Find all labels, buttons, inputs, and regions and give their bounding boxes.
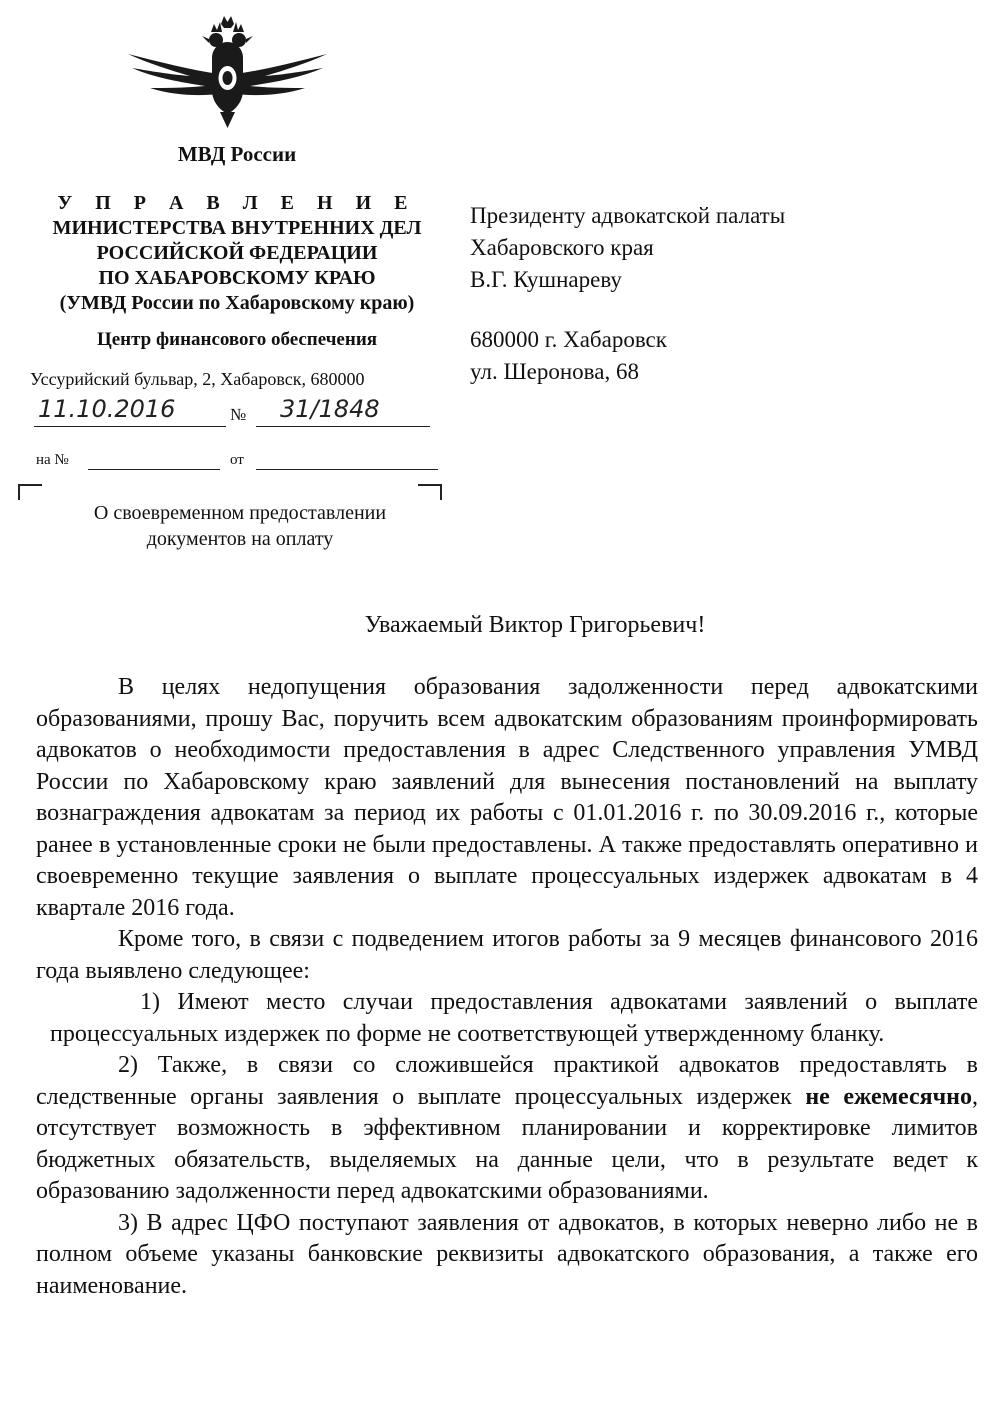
subject-block	[30, 500, 450, 552]
number-handwritten: 31/1848	[280, 395, 380, 423]
paragraph-1: В целях недопущения образования задолженности перед адвокатскими образованиями, прошу Вас, поручить всем адвокатским образованиям проинформировать адвокатов о необходимости предоставления в адрес Следственного управления УМВД России по Хабаровскому краю заявлений для вынесения постановлений на выплату вознаграждения адвокатам за период их работы с 01.01.2016 г. по 30.09.2016 г., которые ранее в установленные сроки не были предоставлены. А также предоставлять оперативно и своевременно текущие заявления о выплате процессуальных издержек адвокатам в 4 квартале 2016 года.	[36, 674, 978, 921]
ministry-block	[22, 216, 452, 316]
ref-label: на №	[36, 452, 69, 468]
department-title: У П Р А В Л Е Н И Е	[57, 192, 417, 214]
subject-bracket-right	[418, 484, 442, 500]
number-underline	[256, 426, 430, 427]
recipient-address-line: ул. Шеронова, 68	[470, 359, 639, 384]
recipient-address-line: 680000 г. Хабаровск	[470, 327, 667, 352]
number-label: №	[230, 405, 247, 424]
subject-line: О своевременном предоставлении	[93, 502, 387, 524]
recipient-block	[470, 200, 970, 388]
recipient-line: Президенту адвокатской палаты	[470, 203, 786, 228]
ministry-line: ПО ХАБАРОВСКОМУ КРАЮ	[98, 267, 376, 289]
subject-bracket-left	[18, 484, 42, 500]
letter-body	[36, 672, 978, 1302]
recipient-line: В.Г. Кушнареву	[470, 267, 622, 292]
subject-line: документов на оплату	[146, 528, 334, 550]
list-item-1: 1) Имеют место случаи предоставления адвокатами заявлений о выплате процессуальных издержек по форме не соответствующей утвержденному бланку.	[50, 989, 978, 1047]
eagle-emblem-icon	[120, 12, 335, 132]
ref-underline	[88, 469, 220, 470]
sender-address: Уссурийский бульвар, 2, Хабаровск, 680000	[30, 369, 365, 389]
list-item-2-text-start: 2) Также, в связи со сложившейся практикой адвокатов предоставлять в следственные органы заявления о выплате процессуальных издержек	[36, 1052, 978, 1110]
list-item-2-bold: не ежемесячно	[805, 1083, 972, 1110]
recipient-line: Хабаровского края	[470, 235, 654, 260]
from-label: от	[230, 452, 244, 468]
date-underline	[34, 426, 226, 427]
list-item-2-text-end: , отсутствует возможность в эффективном планировании и корректировке лимитов бюджетных обязательств, выделяемых на данные цели, что в результате ведет к образованию задолженности перед адвокатскими образованиями.	[36, 1083, 978, 1204]
list-item-3: 3) В адрес ЦФО поступают заявления от адвокатов, в которых неверно либо не в полном объеме указаны банковские реквизиты адвокатского образования, а также его наименование.	[36, 1209, 978, 1299]
greeting: Уважаемый Виктор Григорьевич!	[364, 612, 706, 638]
list-item-2	[36, 1050, 978, 1208]
from-underline	[256, 469, 438, 470]
ministry-line: МИНИСТЕРСТВА ВНУТРЕННИХ ДЕЛ	[52, 217, 422, 239]
agency-short-name: МВД России	[177, 142, 297, 166]
ministry-line: (УМВД России по Хабаровскому краю)	[59, 292, 415, 314]
date-handwritten: 11.10.2016	[38, 395, 176, 423]
paragraph-2: Кроме того, в связи с подведением итогов работы за 9 месяцев финансового 2016 года выявлено следующее:	[36, 926, 978, 984]
finance-center-name: Центр финансового обеспечения	[96, 329, 378, 350]
ministry-line: РОССИЙСКОЙ ФЕДЕРАЦИИ	[96, 242, 378, 264]
